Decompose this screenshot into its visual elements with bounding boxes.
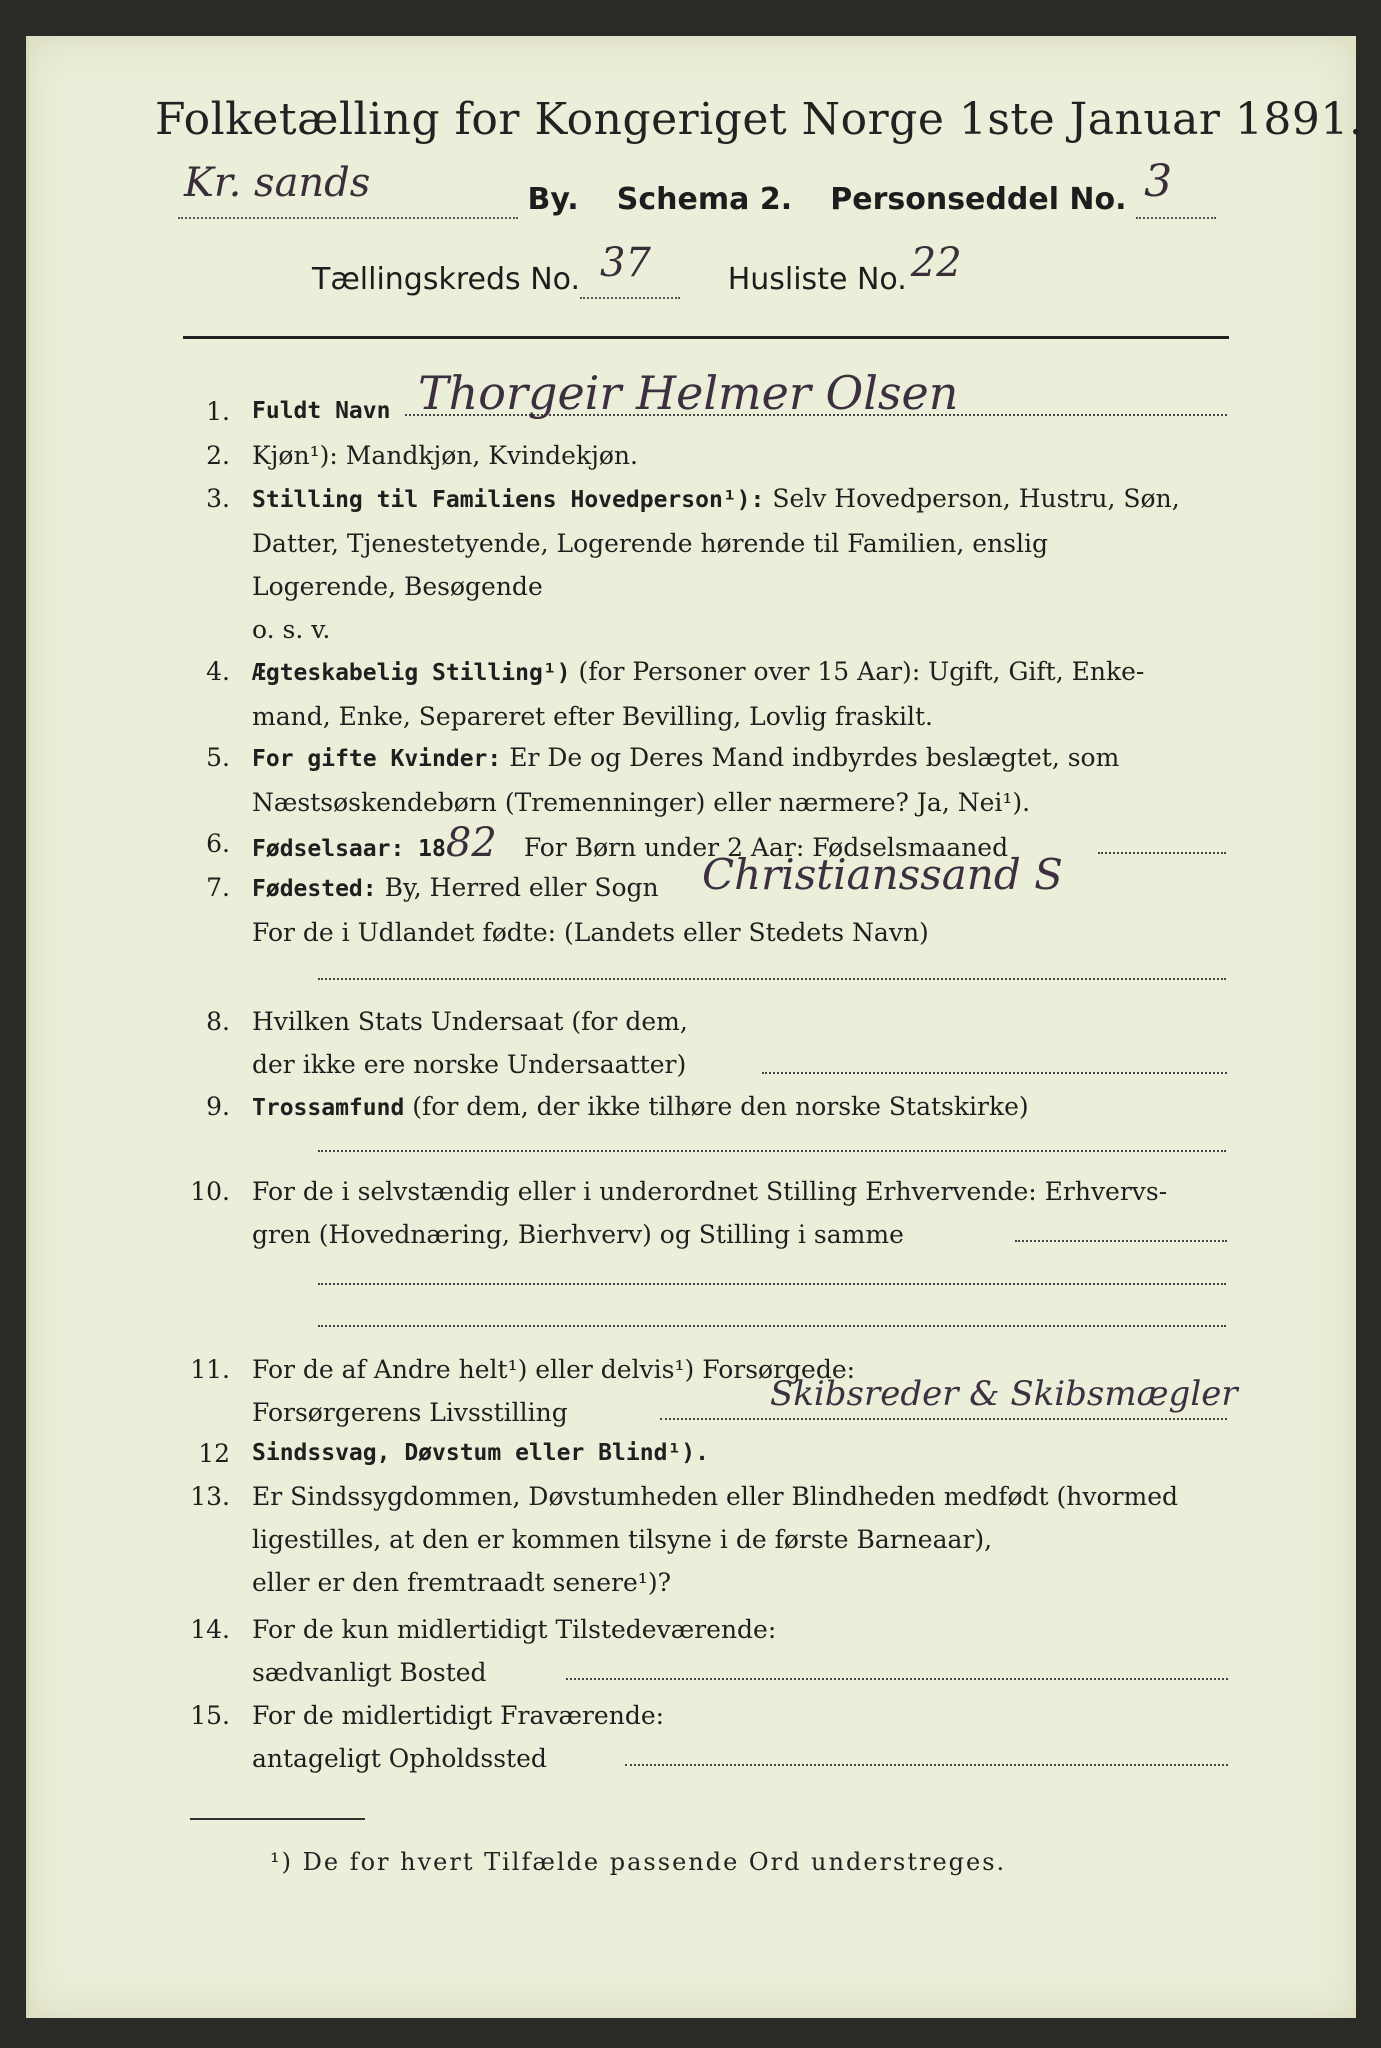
item-options: (for Personer over 15 Aar): Ugift, Gift, Enke- [578,657,1145,686]
item-label: For de af Andre helt¹) eller delvis¹) Forsørgede: [252,1355,856,1384]
occupation-dotline-2 [318,1283,1226,1285]
birthplace-value: Christianssand S [702,850,1063,899]
city-handwritten: Kr. sands [184,160,371,206]
item-options: For Børn under 2 Aar: Fødselsmaaned [523,833,1009,862]
item-options: Er De og Deres Mand indbyrdes beslægtet, som [509,743,1120,772]
schema-row [178,156,1216,219]
husliste-no: 22 [910,240,962,286]
item-options: Selv Hovedperson, Hustru, Søn, [772,484,1180,513]
city-field [178,160,518,219]
item-label: Hvilken Stats Undersaat (for dem, [252,1007,688,1036]
item-number: 11. [190,1355,230,1384]
item-options: Forsørgerens Livsstilling [252,1398,568,1427]
item-options: Logerende, Besøgende [252,572,543,601]
item-options: Datter, Tjenestetyende, Logerende hørende til Familien, enslig [252,529,1049,558]
item-label: Stilling til Familiens Hovedperson¹): [252,487,765,513]
item-options: (for dem, der ikke tilhøre den norske Statskirke) [412,1092,1029,1121]
item-options: o. s. v. [252,615,331,644]
item-number: 3. [206,484,230,513]
residence-dotline [566,1678,1228,1680]
item-label: For gifte Kvinder: [252,746,502,772]
husliste-field [907,240,997,297]
item-number: 14. [190,1615,230,1644]
district-row [312,240,997,299]
item-label: Ægteskabelig Stilling¹) [252,660,571,686]
item-label: Fuldt Navn [252,398,391,424]
footnote-rule [190,1818,365,1820]
abroad-dotline [318,978,1226,980]
occupation-dotline-1 [1015,1240,1227,1242]
item-number: 8. [206,1007,230,1036]
item-options: der ikke ere norske Undersaatter) [252,1050,687,1079]
item-options: antageligt Opholdssted [252,1744,547,1773]
item-label: For de midlertidigt Fraværende: [252,1701,665,1730]
schema-label: Schema 2. [616,182,793,217]
item-number: 10. [190,1177,230,1206]
item-label: Sindssvag, Døvstum eller Blind¹). [252,1440,709,1466]
item-number: 7. [206,873,230,902]
item-number: 15. [190,1701,230,1730]
item-label: For de i selvstændig eller i underordnet Stilling Erhvervende: Erhvervs- [252,1177,1168,1206]
item-number: 4. [206,657,230,686]
item-label: Er Sindssygdommen, Døvstumheden eller Blindheden medfødt (hvormed [252,1482,1179,1511]
item-number: 5. [206,743,230,772]
nationality-dotline [762,1072,1227,1074]
item-options: ligestilles, at den er kommen tilsyne i de første Barneaar), [252,1525,993,1554]
taellingskreds-no: 37 [600,240,651,286]
item-options: By, Herred eller Sogn [384,873,659,902]
personseddel-field [1136,156,1216,219]
by-label: By. [527,182,579,217]
item-number: 6. [206,829,230,858]
item-options: Næstsøskendebørn (Tremenninger) eller nærmere? Ja, Nei¹). [252,788,1031,817]
occupation-dotline-3 [318,1325,1226,1327]
item-label: Kjøn¹): Mandkjøn, Kvindekjøn. [252,441,638,470]
item-options: For de i Udlandet fødte: (Landets eller Stedets Navn) [252,918,929,947]
religion-dotline [318,1150,1226,1152]
item-number: 1. [206,397,230,426]
provider-occupation-value: Skibsreder & Skibsmægler [770,1374,1238,1414]
item-3 [170,477,1230,657]
taellingskreds-label: Tællingskreds No. [312,262,580,297]
item-options: eller er den fremtraadt senere¹)? [252,1568,671,1597]
item-options: mand, Enke, Separeret efter Bevilling, Lovlig fraskilt. [252,702,933,731]
full-name-value: Thorgeir Helmer Olsen [418,366,959,420]
item-label: Trossamfund [252,1095,405,1121]
personseddel-no: 3 [1144,156,1173,207]
husliste-label: Husliste No. [727,262,907,297]
whereabouts-dotline [625,1764,1228,1766]
item-number: 13. [190,1482,230,1511]
item-number: 9. [206,1092,230,1121]
item-number: 2. [206,441,230,470]
item-number: 12 [198,1439,230,1468]
provider-dotline [660,1418,1227,1420]
taellingskreds-field [580,240,680,299]
birth-month-dotline [1098,852,1226,854]
birth-year-value: 82 [445,820,497,866]
personseddel-label: Personseddel No. [830,182,1127,217]
header-rule [183,336,1229,339]
item-options: sædvanligt Bosted [252,1658,487,1687]
item-label: For de kun midlertidigt Tilstedeværende: [252,1615,777,1644]
item-label: Fødselsaar: 18 [252,836,446,862]
footnote: ¹) De for hvert Tilfælde passende Ord understreges. [270,1848,1007,1876]
form-title: Folketælling for Kongeriget Norge 1ste Januar 1891. [155,94,1364,145]
item-options: gren (Hovednæring, Bierhverv) og Stilling i samme [252,1220,904,1249]
item-label: Fødested: [252,876,377,902]
